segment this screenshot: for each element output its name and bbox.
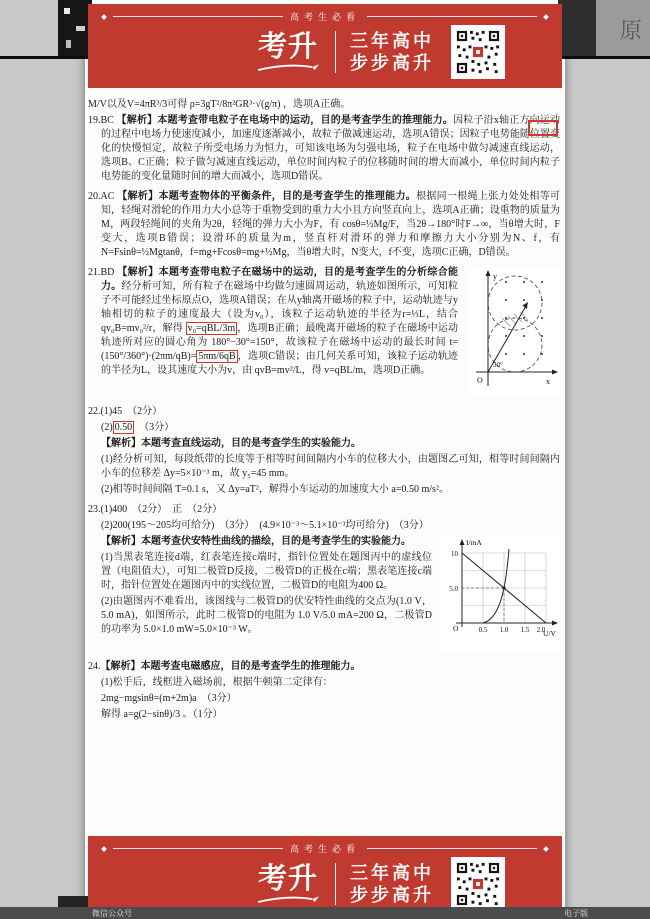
promo-banner-bottom bbox=[88, 836, 562, 916]
y-tick: 5.0 bbox=[449, 585, 458, 593]
red-scan-mark bbox=[528, 120, 558, 136]
analysis-body: 经分析可知，所有粒子在磁场中均做匀速圆周运动，轨迹如图所示，可知粒子不可能经过坐标原点O，选项A错误；在从y轴离开磁场的粒子中，运动轨迹与y轴相切的粒子的速度最大（设为v₀），该粒子运动轨迹的半径为r=⅓L，结合 qv₀B=mv₀²/r，解得 bbox=[101, 281, 459, 334]
item-24 bbox=[88, 660, 560, 722]
analysis-tag: 【解析】 bbox=[101, 536, 141, 547]
analysis-tag: 【解析】 bbox=[100, 661, 141, 672]
red-highlight-box: v₀=qBL/3m bbox=[187, 323, 236, 334]
x-tick: 2.0 bbox=[536, 626, 546, 634]
intro-continuation-line: M/V以及V=4πR³/3可得 ρ=3gT²/8π²GR³·√(g/π) ，选项A正确。 bbox=[88, 99, 351, 110]
banner-divider bbox=[335, 863, 336, 905]
x-tick: 1.0 bbox=[499, 626, 509, 634]
banner-slogan: 三年高中 步步高升 bbox=[350, 862, 434, 905]
logo-swoosh-icon bbox=[256, 63, 320, 72]
red-highlight-box: 0.50 bbox=[114, 422, 133, 433]
q24-number: 24. bbox=[88, 661, 101, 672]
diamond-icon bbox=[543, 14, 549, 20]
origin-label: O bbox=[477, 376, 483, 385]
q22-answer-2: (2) bbox=[101, 422, 113, 433]
x-tick: 0.5 bbox=[478, 626, 488, 634]
analysis-lead: 本题考查带电粒子在磁场中的运动，目的是考查学生的分析综合能力。 bbox=[101, 267, 459, 292]
axis-x-label: x bbox=[546, 377, 550, 386]
solutions-text bbox=[88, 98, 560, 728]
analysis-tag: 【解析】 bbox=[101, 438, 141, 449]
angle-label: 30° bbox=[493, 361, 503, 369]
q24-formula-2: 解得 a=g(2−sinθ)/3 。（1分） bbox=[101, 709, 223, 720]
qr-code-icon bbox=[451, 857, 505, 911]
banner-tagline-row bbox=[88, 4, 562, 23]
analysis-lead: 本题考查带电粒子在电场中的运动，目的是考查学生的推理能力。 bbox=[157, 115, 454, 126]
kaosheng-logo: 考升 bbox=[256, 864, 320, 904]
q22-answer-1: 22.(1)45 （2分） bbox=[88, 406, 163, 417]
banner-tagline-row bbox=[88, 836, 562, 855]
diamond-icon bbox=[543, 846, 549, 852]
scan-corner-right bbox=[558, 0, 650, 56]
analysis-body: 根据同一根绳上张力处处相等可知，轻绳对滑轮的作用力大小总等于重物受到的重力大小且方向竖直向上，选项A正确；设重物的质量为M，两段轻绳间的夹角为2θ，轻绳的弹力大小为F，有 cosθ=½Mg/F，当2θ→180°时F→∞，当θ增大时，F变大，选项B错误；设滑环的质量为m，竖直杆对滑环的弹力和摩擦力大小分别为N、f，有 N=Fsinθ=½Mgtanθ，f=mg+Fcosθ=mg+½Mg，当θ增大时，N变大，f不变，选项C正确，D错误。 bbox=[101, 191, 561, 258]
y-tick: 10 bbox=[451, 550, 458, 558]
q23-step-1: (1)当黑表笔连接d端，红表笔连接c端时，指针位置处在题图丙中的虚线位置（电阻值大），可知二极管D反接，二极管D的正极在c端；黑表笔连接c端时，指针位置处在题图丙中的实线位置，二极管D的电阻为400 Ω。 bbox=[101, 552, 432, 591]
x-axis-label: U/V bbox=[543, 629, 556, 638]
promo-banner-top bbox=[88, 4, 562, 88]
origin-label: O bbox=[453, 624, 459, 633]
diamond-icon bbox=[101, 14, 107, 20]
banner-tagline: 高考生必看 bbox=[290, 844, 361, 854]
banner-divider bbox=[335, 31, 336, 73]
diamond-icon bbox=[101, 846, 107, 852]
analysis-tag: 【解析】 bbox=[116, 115, 158, 126]
analysis-tag: 【解析】 bbox=[117, 267, 159, 278]
figure-21-trajectory-diagram bbox=[466, 266, 560, 395]
red-highlight-box: 5πm/6qB bbox=[198, 351, 236, 362]
q23-answer-1: 23.(1)400 （2分） 正 （2分） bbox=[88, 504, 223, 515]
item-21 bbox=[88, 266, 560, 399]
q23-step-2: (2)由题图丙不难看出，该图线与二极管D的伏安特性曲线的交点为(1.0 V，5.0 mA)，如图所示，此时二极管D的电阻为 1.0 V/5.0 mA=200 Ω，二极管D的功率为 5.0×1.0 mW=5.0×10⁻³ W。 bbox=[101, 596, 432, 635]
analysis-lead: 本题考查伏安特性曲线的描绘，目的是考查学生的实验能力。 bbox=[141, 536, 411, 547]
footer-right-text: 电子版 bbox=[564, 908, 588, 918]
item-22: 22.(1)45 （2分） (2) 0.50 （3分） 【解析】本题考查直线运动，目的是考查学生的实验能力。 (1)经分析可知，每段纸带的长度等于相等时间间隔内小车的位移大小，由题图乙可知，相等时间间隔内小车的位移差 Δy=5×10⁻³ m，故 y₅=45 mm。 (2)相等时间间隔 T=0.1 s，又 Δy=aT²，解得小车运动的加速度大小 a=0.50 m/s²。 bbox=[88, 406, 560, 495]
logo-swoosh-icon bbox=[256, 895, 320, 904]
q21-number-answer: 21.BD bbox=[88, 267, 115, 278]
analysis-body: ，选项C错误；由几何关系可知，该粒子运动轨迹的半径为L，设其速度大小为v，由 qvB=mv²/L，得 v=qBL/m，选项D正确。 bbox=[101, 351, 458, 376]
qr-code-icon bbox=[451, 25, 505, 79]
q23-answer-2: (2)200(195～205均可给分) （3分） (4.9×10⁻³～5.1×10⁻³均可给分) （3分） bbox=[101, 520, 429, 531]
figure-23-iv-graph bbox=[440, 535, 560, 650]
scan-corner-barcode bbox=[58, 0, 92, 56]
banner-slogan: 三年高中 步步高升 bbox=[350, 30, 434, 73]
analysis-lead: 本题考查电磁感应，目的是考查学生的推理能力。 bbox=[140, 661, 361, 672]
analysis-tag: 【解析】 bbox=[117, 191, 159, 202]
analysis-lead: 本题考查直线运动，目的是考查学生的实验能力。 bbox=[141, 438, 361, 449]
item-20 bbox=[88, 190, 560, 260]
analysis-lead: 本题考查物体的平衡条件，目的是考查学生的推理能力。 bbox=[158, 191, 417, 202]
scan-footer-strip bbox=[0, 907, 650, 919]
scan-edge-line-left bbox=[0, 56, 92, 59]
item-19 bbox=[88, 114, 560, 184]
item-23 bbox=[88, 503, 560, 654]
q22-step-1: (1)经分析可知，每段纸带的长度等于相等时间间隔内小车的位移大小，由题图乙可知，相等时间间隔内小车的位移差 Δy=5×10⁻³ m，故 y₅=45 mm。 bbox=[101, 454, 560, 479]
x-tick: 1.5 bbox=[520, 626, 530, 634]
q22-step-2: (2)相等时间间隔 T=0.1 s，又 Δy=aT²，解得小车运动的加速度大小 a=0.50 m/s²。 bbox=[101, 484, 449, 495]
q24-formula-1: 2mg−mgsinθ=(m+2m)a （3分） bbox=[101, 693, 237, 704]
q20-number-answer: 20.AC bbox=[88, 191, 115, 202]
banner-tagline: 高考生必看 bbox=[290, 12, 361, 22]
y-axis-label: I/mA bbox=[466, 538, 482, 547]
analysis-body: ，选项B正确；最晚离开磁场的粒子在磁场中运动轨迹所对应的圆心角为 180°−30°=150°，故该粒子在磁场中运动的最长时间 t=(150°/360°)·(2πm/qB)= bbox=[101, 323, 459, 362]
scan-edge-line-right bbox=[558, 56, 650, 59]
analysis-body: 因粒子沿x轴正方向运动的过程中电场力使速度减小，加速度逐渐减小，故粒子做减速运动，选项A错误；因粒子电势能随位置变化的快慢恒定，故粒子所受电场力为恒力，可知该电场为匀强电场，粒子在电场中做匀减速直线运动，选项B、C正确；粒子做匀减速直线运动，单位时间内粒子的位移随时间的增大而减小，单位时间内粒子电势能的变化量随时间的增大而减小，选项D错误。 bbox=[101, 115, 561, 182]
footer-left-text: 微信公众号 bbox=[92, 908, 132, 918]
kaosheng-logo: 考升 bbox=[256, 32, 320, 72]
axis-y-label: y bbox=[493, 272, 497, 281]
corner-character: 原 bbox=[619, 18, 642, 43]
q24-step-1: (1)松手后，线框进入磁场前，根据牛顿第二定律有： bbox=[101, 677, 333, 688]
q19-number-answer: 19.BC bbox=[88, 115, 114, 126]
